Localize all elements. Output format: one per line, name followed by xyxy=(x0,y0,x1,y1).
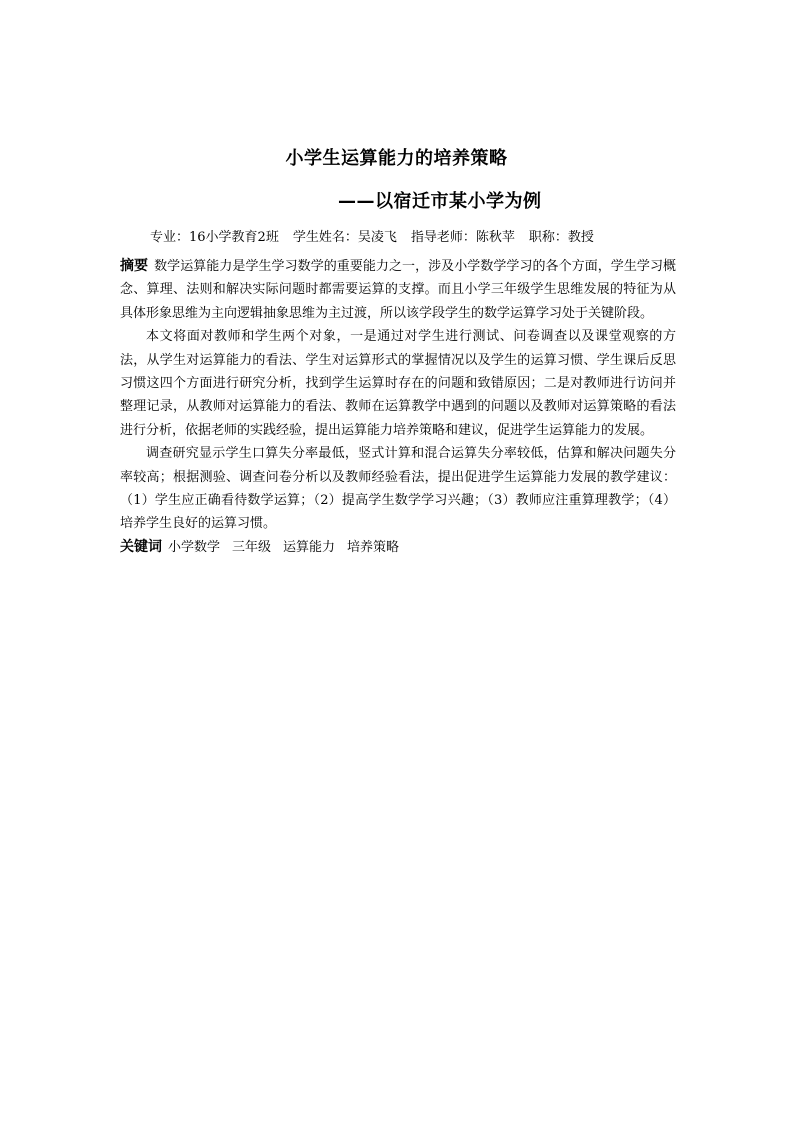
keyword-item: 培养策略 xyxy=(347,539,400,555)
abstract-section xyxy=(120,255,676,559)
student-name-info: 学生姓名：吴凌飞 xyxy=(292,230,397,245)
paper-title: 小学生运算能力的培养策略 xyxy=(285,148,508,169)
keyword-item: 运算能力 xyxy=(283,539,336,555)
abstract-label: 摘要 xyxy=(120,258,149,274)
keyword-item: 小学数学 xyxy=(168,539,221,555)
abstract-paragraph-3: 调查研究显示学生口算失分率最低，竖式计算和混合运算失分率较低，估算和解决问题失分率较高；根据测验、调查问卷分析以及教师经验看法，提出促进学生运算能力发展的教学建议：（1）学生应正确看待数学运算；（2）提高学生数学学习兴趣；（3）教师应注重算理教学；（4）培养学生良好的运算习惯。 xyxy=(120,446,676,532)
paper-subtitle: ——以宿迁市某小学为例 xyxy=(338,191,542,212)
abstract-text-1: 数学运算能力是学生学习数学的重要能力之一，涉及小学数学学习的各个方面，学生学习概念、算理、法则和解决实际问题时都需要运算的支撑。而且小学三年级学生思维发展的特征为从具体形象思维为主向逻辑抽象思维为主过渡，所以该学段学生的数学运算学习处于关键阶段。 xyxy=(120,259,676,321)
major-info: 专业：16小学教育2班 xyxy=(150,230,279,245)
advisor-info: 指导老师：陈秋苹 xyxy=(410,230,515,245)
keywords-label: 关键词 xyxy=(120,538,162,555)
keywords-line xyxy=(120,536,676,559)
keyword-item: 三年级 xyxy=(232,539,272,555)
advisor-rank-info: 职称：教授 xyxy=(528,230,594,245)
abstract-paragraph-2: 本文将面对教师和学生两个对象，一是通过对学生进行测试、问卷调查以及课堂观察的方法，从学生对运算能力的看法、学生对运算形式的掌握情况以及学生的运算习惯、学生课后反思习惯这四个方面进行研究分析，找到学生运算时存在的问题和致错原因；二是对教师进行访问并整理记录，从教师对运算能力的看法、教师在运算教学中遇到的问题以及教师对运算策略的看法进行分析，依据老师的实践经验，提出运算能力培养策略和建议，促进学生运算能力的发展。 xyxy=(120,329,676,438)
author-info-line xyxy=(150,226,594,245)
abstract-paragraph-1 xyxy=(120,255,676,325)
